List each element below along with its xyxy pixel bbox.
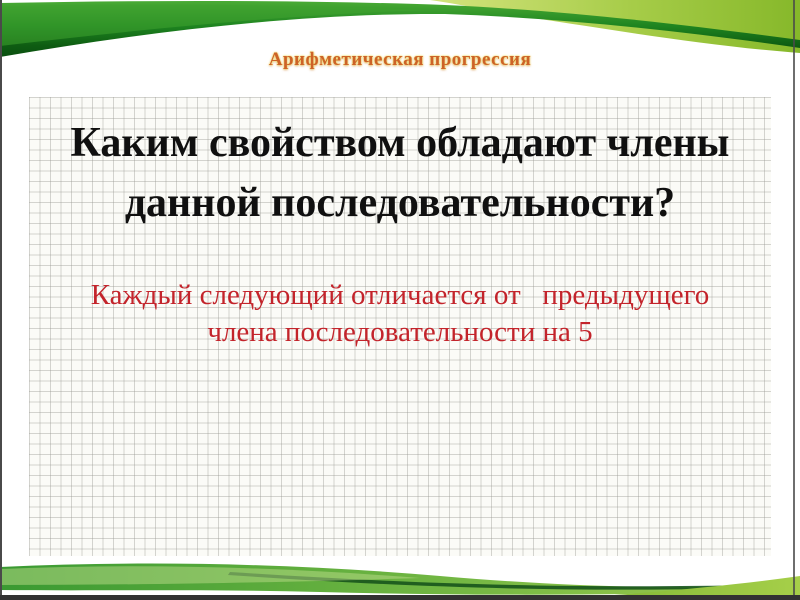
bottom-wave-decoration bbox=[0, 555, 800, 600]
answer-line-2: члена последовательности на 5 bbox=[207, 316, 593, 348]
frame-edge-left bbox=[0, 0, 2, 600]
answer-line-1: Каждый следующий отличается от предыдущего bbox=[90, 279, 710, 311]
question-line-2: данной последовательности? bbox=[124, 180, 676, 226]
question-line-1: Каким свойством обладают члены bbox=[70, 120, 730, 166]
question-heading bbox=[0, 113, 800, 233]
frame-edge-right bbox=[793, 0, 795, 600]
slide-header-title: Арифметическая прогрессия bbox=[268, 49, 532, 70]
frame-edge-bottom bbox=[0, 595, 800, 600]
answer-text bbox=[0, 277, 800, 351]
